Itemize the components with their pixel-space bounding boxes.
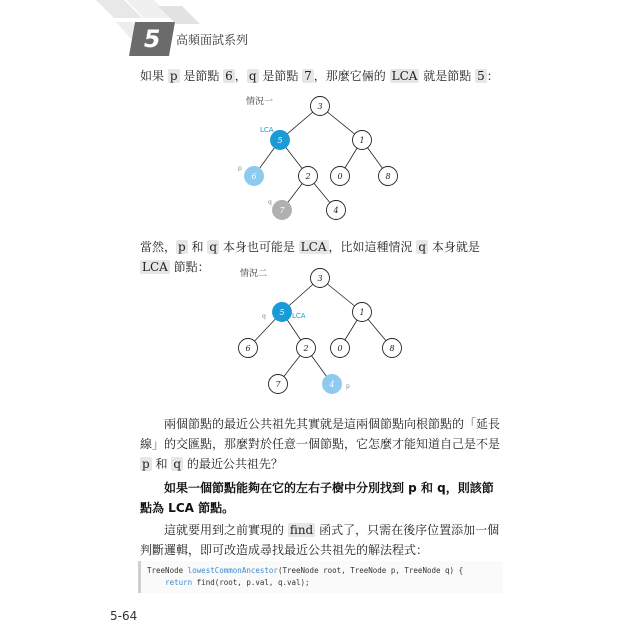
tree-node-8 bbox=[383, 339, 402, 358]
svg-text:8: 8 bbox=[389, 344, 395, 353]
tree-node-6 bbox=[245, 167, 264, 186]
svg-text:5: 5 bbox=[279, 308, 285, 317]
tree-node-1 bbox=[353, 131, 372, 150]
tree-node-0 bbox=[331, 167, 350, 186]
binary-tree-case-1 bbox=[220, 92, 440, 226]
svg-text:5: 5 bbox=[277, 136, 283, 145]
svg-text:1: 1 bbox=[359, 308, 365, 317]
q-marker: q bbox=[268, 199, 272, 206]
lca-label: LCA bbox=[292, 312, 306, 320]
tree-node-4 bbox=[327, 201, 346, 220]
second-paragraph: 當然， p 和 q 本身也可能是 LCA ，比如這種情況 q 本身就是 LCA 節點： bbox=[140, 240, 480, 274]
svg-text:6: 6 bbox=[251, 172, 257, 181]
inline-find: find bbox=[289, 523, 314, 537]
svg-text:0: 0 bbox=[337, 344, 343, 353]
intro-paragraph: 如果 p 是節點 6 ， q 是節點 7 ，那麼它倆的 LCA 就是節點 5 ： bbox=[140, 69, 499, 83]
q-marker: q bbox=[262, 313, 266, 320]
tree-node-3 bbox=[311, 97, 330, 116]
p-marker: p bbox=[238, 165, 242, 172]
tree-node-5 bbox=[273, 303, 292, 322]
svg-text:2: 2 bbox=[303, 344, 309, 353]
tree-node-1 bbox=[353, 303, 372, 322]
p-marker: p bbox=[346, 383, 350, 390]
tree-node-2 bbox=[297, 339, 316, 358]
case-label: 情況一 bbox=[246, 97, 274, 107]
tree-node-4 bbox=[323, 375, 342, 394]
tree-node-0 bbox=[331, 339, 350, 358]
page-number: 5-64 bbox=[110, 609, 138, 623]
tree-node-2 bbox=[299, 167, 318, 186]
code-line-2: return find(root, p.val, q.val); bbox=[165, 578, 310, 587]
svg-text:7: 7 bbox=[279, 206, 285, 215]
svg-text:3: 3 bbox=[317, 274, 323, 283]
tree-node-3 bbox=[311, 269, 330, 288]
code-block bbox=[138, 561, 503, 593]
svg-text:1: 1 bbox=[359, 136, 365, 145]
svg-text:7: 7 bbox=[275, 380, 281, 389]
code-intro-paragraph: 這就要用到之前實現的 find 函式了，只需在後序位置添加一個判斷邏輯，即可改造成尋找最近公共祖先的解法程式： bbox=[140, 523, 500, 557]
binary-tree-case-2 bbox=[220, 262, 440, 406]
explanation-paragraph: 兩個節點的最近公共祖先其實就是這兩個節點向根節點的「延長線」的交匯點，那麼對於任意一個節點，它怎麼才能知道自己是不是 p 和 q 的最近公共祖先？ bbox=[140, 417, 501, 471]
inline-p: p bbox=[169, 69, 178, 83]
svg-text:2: 2 bbox=[305, 172, 311, 181]
lca-label: LCA bbox=[260, 126, 274, 134]
svg-text:4: 4 bbox=[333, 206, 339, 215]
tree-node-6 bbox=[239, 339, 258, 358]
inline-q: q bbox=[248, 69, 257, 83]
svg-text:3: 3 bbox=[317, 102, 323, 111]
chapter-badge bbox=[129, 22, 175, 56]
tree-node-7 bbox=[269, 375, 288, 394]
case-label: 情況二 bbox=[240, 269, 268, 279]
svg-text:6: 6 bbox=[245, 344, 251, 353]
svg-text:0: 0 bbox=[337, 172, 343, 181]
chapter-number: 5 bbox=[141, 25, 163, 53]
code-line-1: TreeNode lowestCommonAncestor(TreeNode root, TreeNode p, TreeNode q) { bbox=[147, 566, 464, 575]
tree-node-7 bbox=[273, 201, 292, 220]
inline-lca: LCA bbox=[391, 69, 418, 83]
svg-text:8: 8 bbox=[385, 172, 391, 181]
series-title: 高頻面試系列 bbox=[176, 33, 249, 47]
svg-text:4: 4 bbox=[329, 380, 335, 389]
tree-node-8 bbox=[379, 167, 398, 186]
key-statement: 如果一個節點能夠在它的左右子樹中分別找到 p 和 q，則該節點為 LCA 節點。 bbox=[140, 481, 494, 515]
